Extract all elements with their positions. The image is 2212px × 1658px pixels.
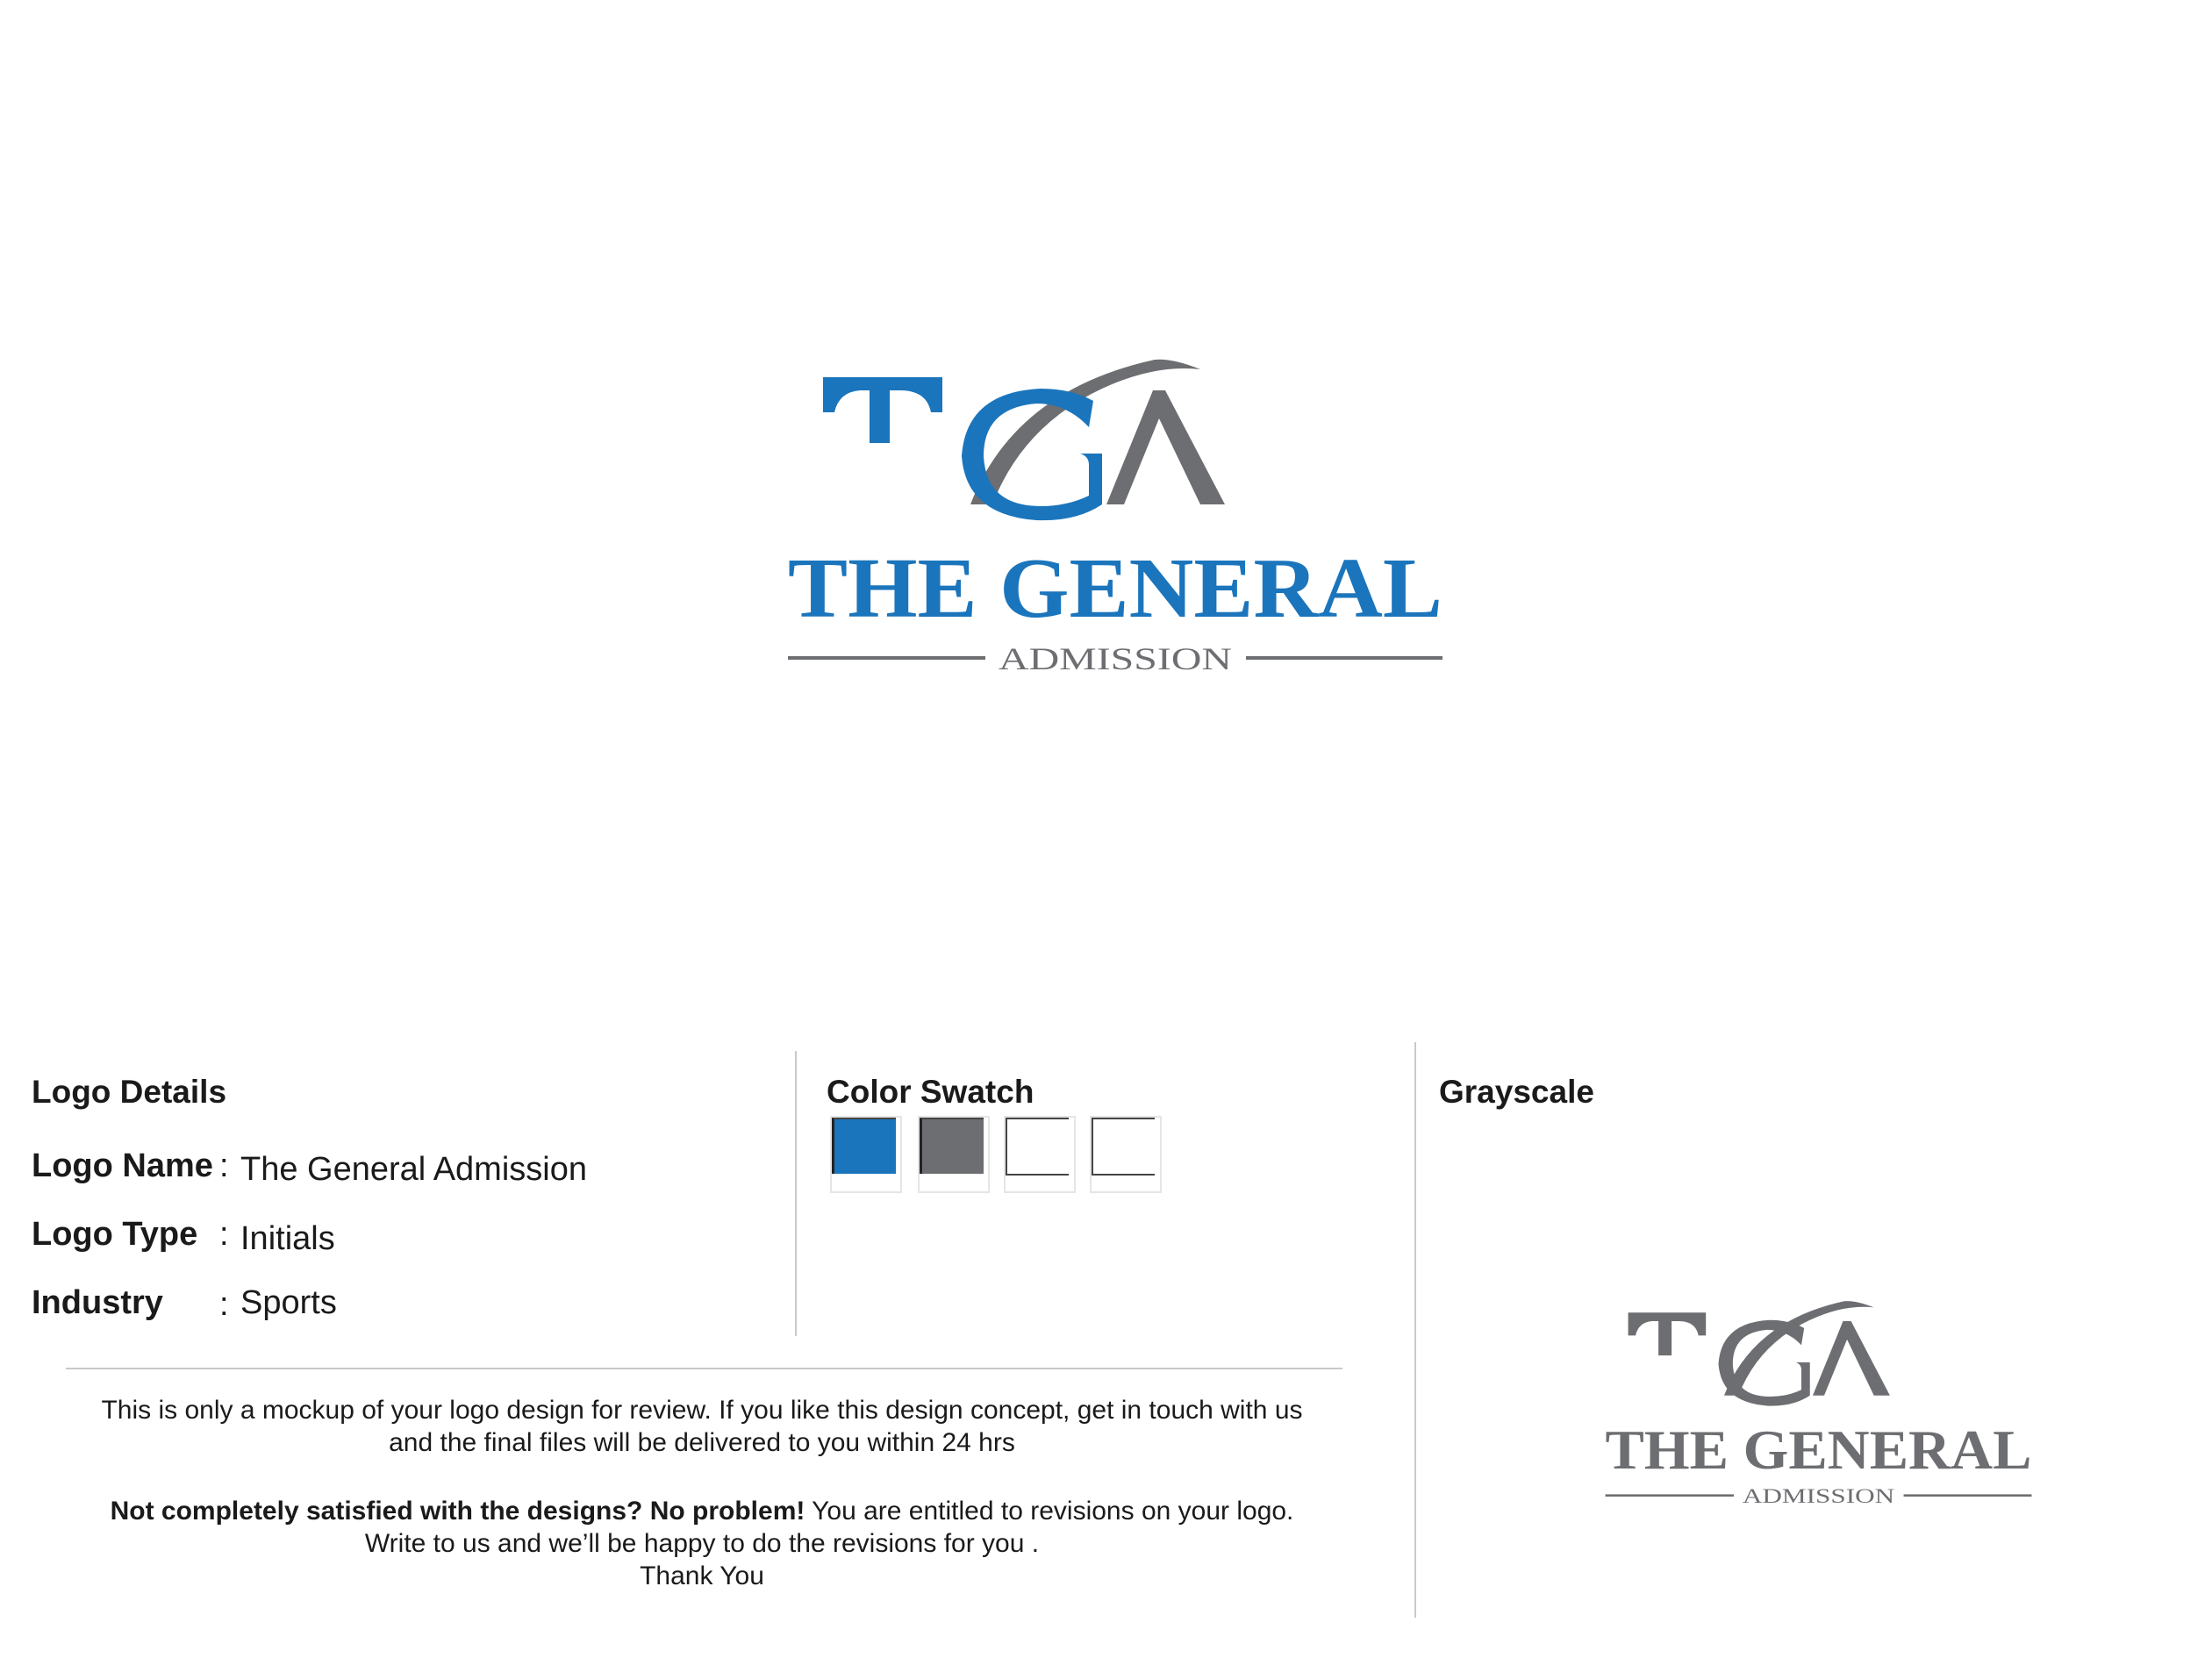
swatch-white-2-fill — [1092, 1118, 1155, 1176]
logo-rule-right — [1246, 656, 1442, 660]
logo-letter-t — [823, 377, 942, 443]
logo-letter-a — [1106, 390, 1225, 504]
mockup-note-line2: and the final files will be delivered to you within 24 hrs — [389, 1428, 1015, 1457]
logo-name-colon: : — [219, 1147, 229, 1184]
mockup-note-line1: This is only a mockup of your logo design for review. If you like this design concept, get in touch with us — [101, 1396, 1303, 1425]
logo-details-heading: Logo Details — [32, 1074, 227, 1110]
revision-note-line4: Write to us and we’ll be happy to do the revisions for you . — [364, 1529, 1040, 1558]
industry-label: Industry — [32, 1284, 163, 1321]
logo-type-colon: : — [219, 1216, 229, 1253]
logo-letter-g — [962, 389, 1102, 520]
logo-type-label: Logo Type — [32, 1216, 198, 1253]
divider-horizontal — [66, 1368, 1342, 1369]
logo-name-value: The General Admission — [240, 1151, 587, 1188]
divider-details-swatch — [795, 1051, 797, 1336]
divider-swatch-grayscale — [1414, 1042, 1416, 1618]
gray-logo-wordmark: THE GENERAL — [1605, 1419, 2032, 1482]
revision-note-line3 — [44, 1495, 1360, 1527]
revision-note-bold: Not completely satisfied with the designs? No problem! — [110, 1497, 805, 1526]
gray-logo-letter-a — [1813, 1321, 1890, 1396]
swatch-blue — [830, 1116, 902, 1193]
revision-note-rest: You are entitled to revisions on your logo. — [805, 1497, 1294, 1526]
gray-logo-letter-g — [1719, 1320, 1810, 1406]
logo-wordmark: THE GENERAL — [788, 541, 1442, 636]
mockup-note — [44, 1394, 1360, 1459]
logo-name-label: Logo Name — [32, 1147, 213, 1184]
swatch-white-1 — [1004, 1116, 1076, 1193]
swatch-gray — [918, 1116, 990, 1193]
grayscale-logo — [1604, 1298, 2033, 1510]
gray-logo-tagline: ADMISSION — [1742, 1485, 1895, 1509]
color-swatch-heading: Color Swatch — [827, 1074, 1034, 1110]
gray-logo-letter-t — [1629, 1312, 1707, 1355]
gray-logo-rule-right — [1904, 1494, 2032, 1497]
revision-note — [44, 1495, 1360, 1592]
swatch-white-2 — [1090, 1116, 1162, 1193]
gray-logo-rule-left — [1606, 1494, 1735, 1497]
logo-tagline: ADMISSION — [999, 641, 1232, 676]
thank-you-text: Thank You — [640, 1562, 764, 1590]
logo-type-value: Initials — [240, 1220, 335, 1257]
industry-value: Sports — [240, 1284, 337, 1321]
swatch-gray-fill — [920, 1118, 984, 1174]
swatch-white-1-fill — [1006, 1118, 1069, 1176]
logo-rule-left — [788, 656, 985, 660]
main-logo — [786, 355, 1444, 680]
grayscale-heading: Grayscale — [1439, 1074, 1594, 1110]
industry-colon: : — [219, 1286, 229, 1323]
swatch-blue-fill — [832, 1118, 896, 1174]
